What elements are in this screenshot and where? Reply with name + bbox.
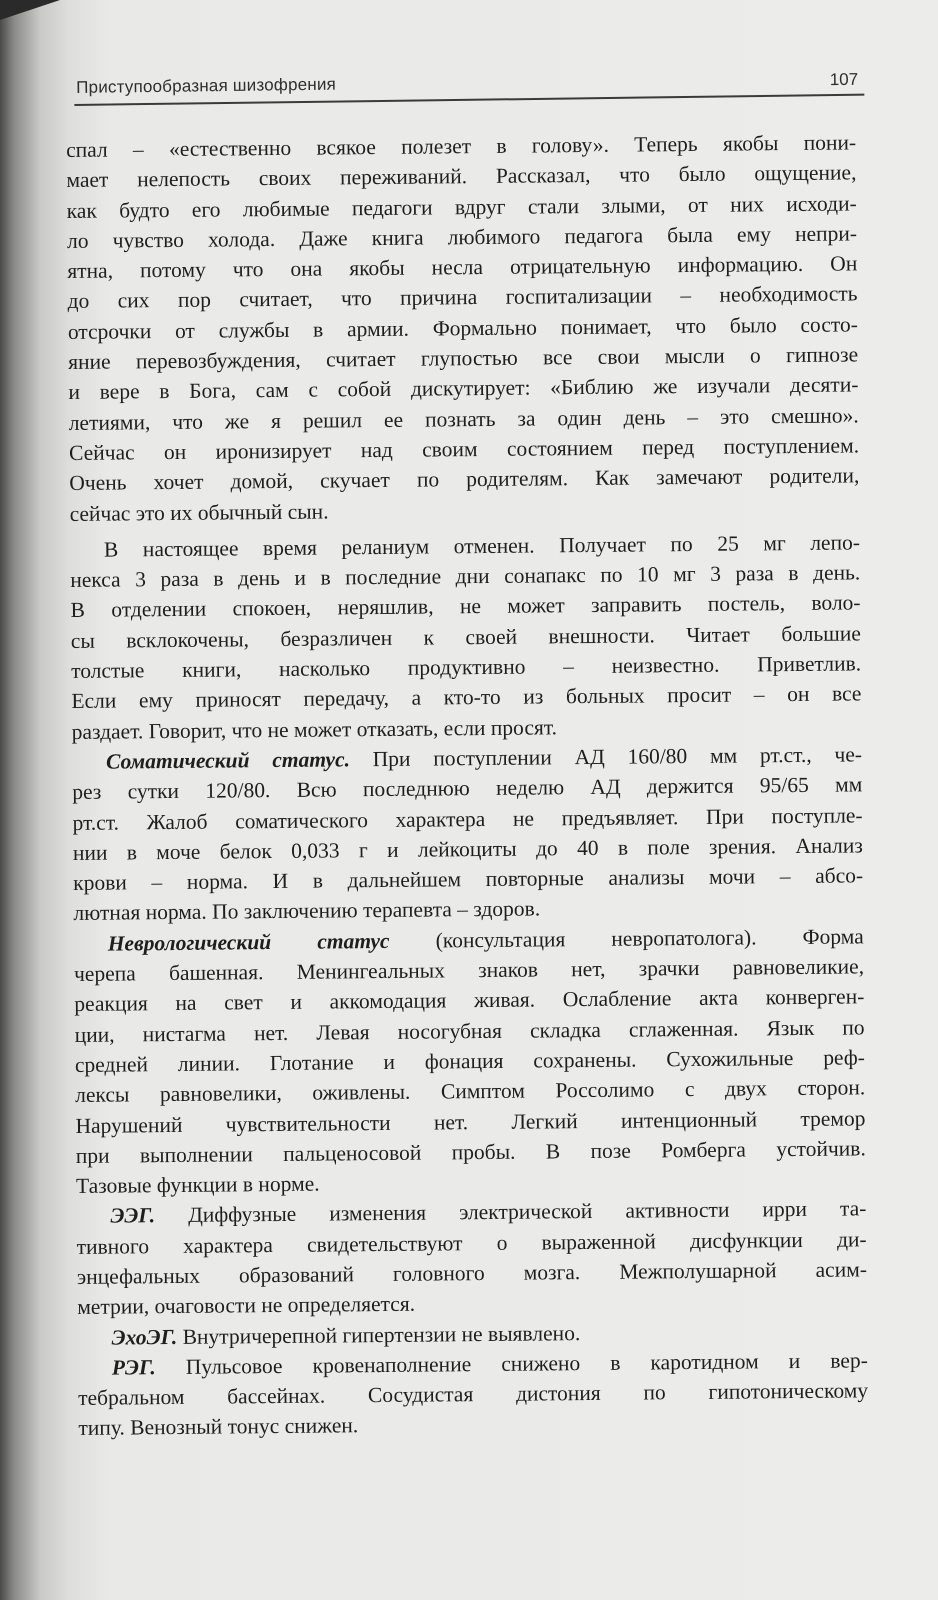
- text-line: ло чувство холода. Даже книга любимого педагога была ему непри-: [66, 221, 858, 253]
- text-line: Тазовые функции в норме.: [75, 1171, 320, 1199]
- text-line: метрии, очаговости не определяется.: [77, 1291, 416, 1320]
- text-line: крови – норма. И в дальнейшем повторные анализы мочи – абсо-: [73, 863, 864, 896]
- running-title: Приступообразная шизофрения: [76, 74, 337, 97]
- text-line: раздает. Говорит, что не может отказать, если просят.: [71, 714, 558, 744]
- text-line: при выполнении пальценосовой пробы. В позе Ромберга устойчив.: [75, 1136, 866, 1168]
- lead-eeg: ЭЭГ.: [110, 1203, 156, 1229]
- text-line: Если ему приносят передачу, а кто-то из больных просит – он все: [71, 681, 862, 714]
- text-line: В настоящее время реланиум отменен. Получает по 25 мг лепо-: [103, 530, 861, 562]
- page-header: [74, 64, 874, 106]
- text-line: ции, нистагма нет. Левая носогубная складка сглаженная. Язык по: [74, 1014, 865, 1047]
- text-line: рт.ст. Жалоб соматического характера не предъявляет. При поступле-: [72, 802, 863, 835]
- text-run: При поступлении АД 160/80 мм рт.ст., че-: [372, 742, 863, 772]
- text-line: до сих пор считает, что причина госпитализации – необходимость: [67, 281, 858, 314]
- lead-reg: РЭГ.: [111, 1355, 156, 1380]
- text-run: Пульсовое кровенаполнение снижено в каротидном и вер-: [185, 1348, 868, 1379]
- text-line: мает нелепость своих переживаний. Рассказал, что было ощущение,: [66, 160, 857, 193]
- text-line: тивного характера свидетельствуют о выраженной дисфункции ди-: [76, 1227, 867, 1259]
- page-number: 107: [829, 69, 859, 90]
- lead-neuro-status: Неврологический статус: [107, 928, 390, 956]
- text-run: (консультация невропатолога). Форма: [435, 924, 864, 953]
- text-line: толстые книги, насколько продуктивно – неизвестно. Приветлив.: [71, 651, 862, 684]
- text-line: Сейчас он иронизирует над своим состоянием перед поступлением.: [68, 433, 860, 465]
- text-line: лексы равновелики, оживлены. Симптом Россолимо с двух сторон.: [75, 1075, 866, 1108]
- text-line: Очень хочет домой, скучает по родителям. Как замечают родители,: [69, 463, 860, 496]
- text-line: яние перевозбуждения, считает глупостью все свои мысли о гипнозе: [68, 342, 859, 375]
- text-line: рез сутки 120/80. Всю последнюю неделю АД держится 95/65 мм: [72, 772, 863, 805]
- text-line: черепа башенная. Менингеальных знаков нет, зрачки равновеликие,: [73, 954, 865, 986]
- text-line: Нарушений чувствительности нет. Легкий интенционный тремор: [75, 1105, 866, 1138]
- text-line: некса 3 раза в день и в последние дни сонапакс по 10 мг 3 раза в день.: [70, 560, 861, 593]
- body-text: [66, 127, 869, 1443]
- text-line: спал – «естественно всякое полезет в голову». Теперь якобы пони-: [66, 130, 857, 162]
- text-line: энцефальных образований головного мозга. Межполушарной асим-: [76, 1257, 868, 1289]
- text-run: Диффузные изменения электрической активности ирри та-: [188, 1196, 867, 1228]
- text-line: реакция на свет и аккомодация живая. Ослабление акта конверген-: [74, 984, 865, 1017]
- text-line: тебральном бассейнах. Сосудистая дистония по гипотоническому: [78, 1378, 869, 1411]
- lead-echo-eg: ЭхоЭГ.: [111, 1324, 178, 1350]
- text-line: лютная норма. По заключению терапевта – здоров.: [73, 896, 541, 926]
- lead-somatic-status: Соматический статус.: [105, 747, 351, 774]
- text-line: ятна, потому что она якобы несла отрицательную информацию. Он: [67, 251, 858, 284]
- text-line: типу. Венозный тонус снижен.: [78, 1413, 359, 1441]
- text-line: сы всклокочены, безразличен к своей внешности. Читает большие: [70, 621, 861, 653]
- text-line: В отделении спокоен, неряшлив, не может заправить постель, воло-: [70, 590, 861, 623]
- text-line: летиями, что же я решил ее познать за один день – это смешно».: [68, 403, 859, 435]
- text-run: Внутричерепной гипертензии не выявлено.: [182, 1320, 581, 1349]
- text-line: сейчас это их обычный сын.: [69, 499, 329, 526]
- text-line: нии в моче белок 0,033 г и лейкоциты до 40 в поле зрения. Анализ: [72, 833, 863, 865]
- text-line: как будто его любимые педагоги вдруг стали злыми, от них исходи-: [66, 191, 857, 223]
- page-corner-shadow: [0, 0, 60, 20]
- text-line: и вере в Бога, сам с собой дискутирует: «Библию же изучали десяти-: [68, 372, 859, 405]
- text-line: отсрочки от службы в армии. Формально понимает, что было состо-: [67, 312, 858, 344]
- text-line: средней линии. Глотание и фонация сохранены. Сухожильные реф-: [74, 1045, 866, 1077]
